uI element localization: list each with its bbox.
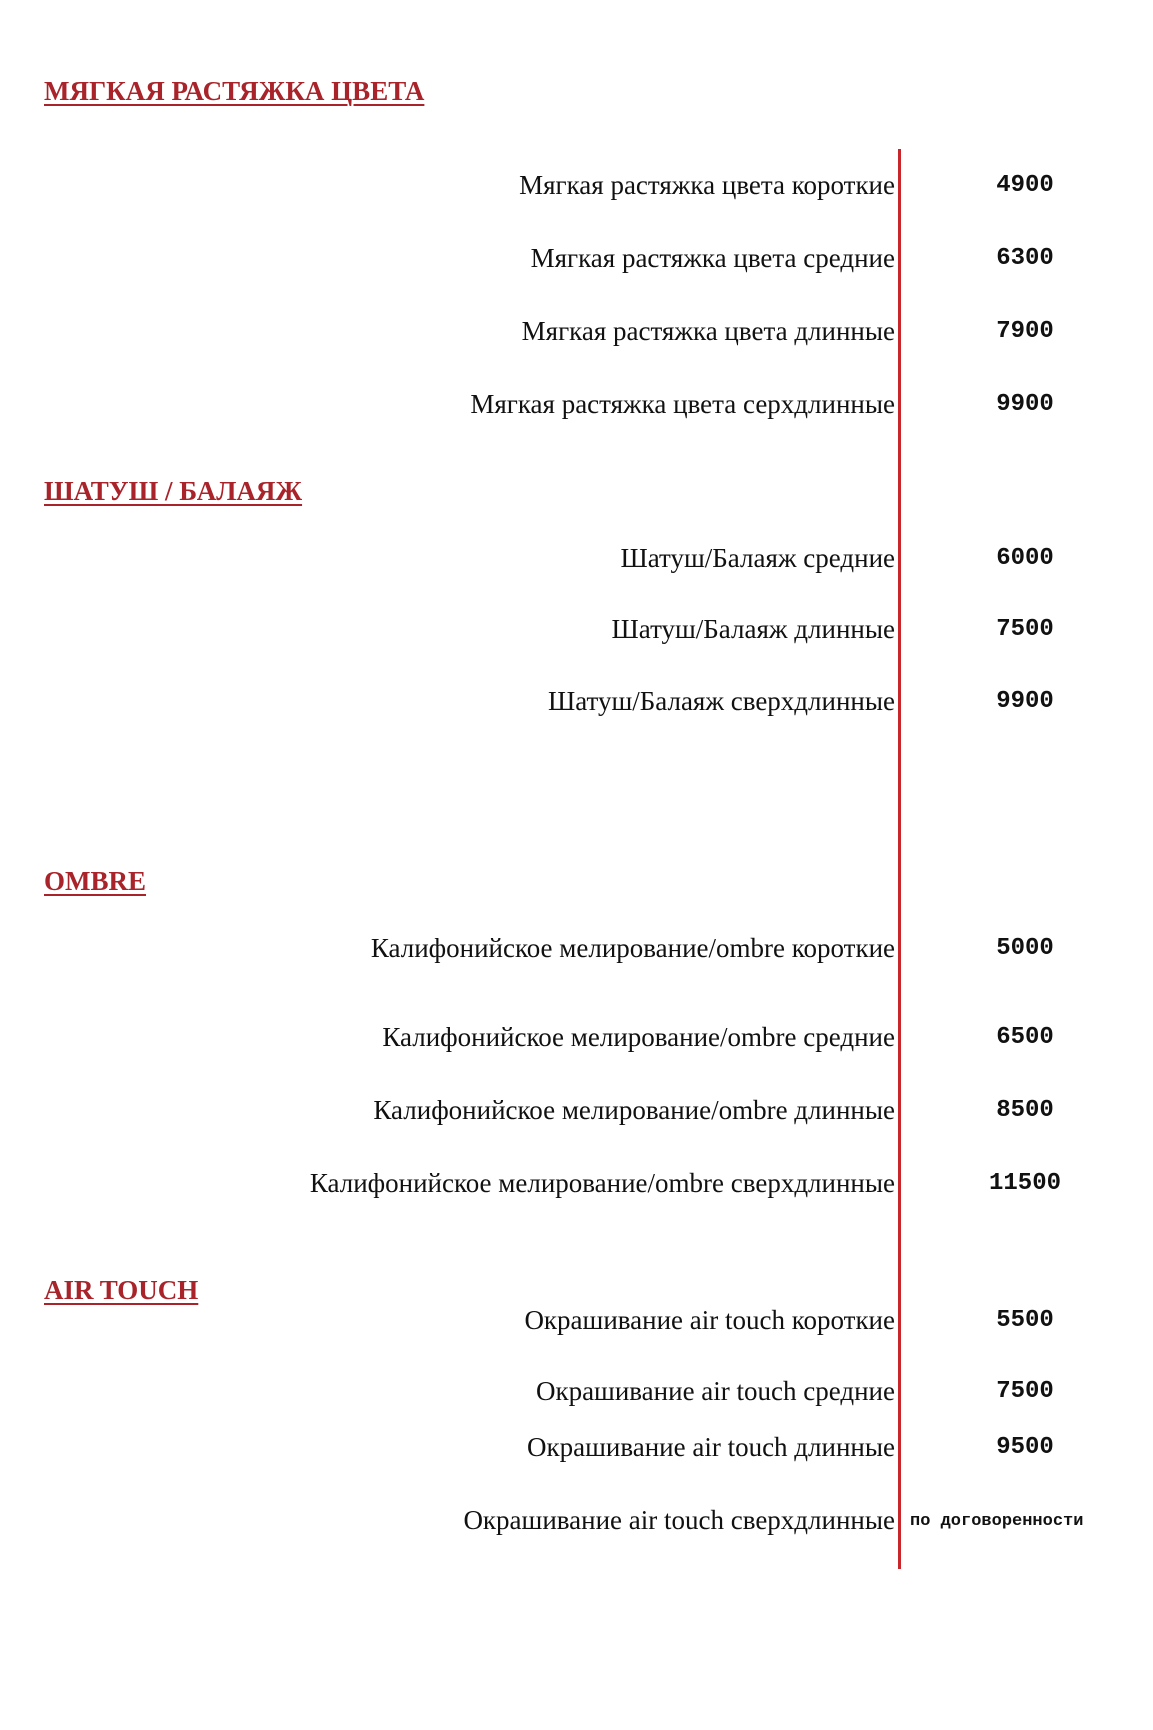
service-name: Шатуш/Балаяж средние xyxy=(620,543,895,573)
service-price: 4900 xyxy=(996,172,1054,199)
service-name: Мягкая растяжка цвета средние xyxy=(530,243,895,273)
service-name: Мягкая растяжка цвета длинные xyxy=(521,316,895,346)
service-name: Шатуш/Балаяж сверхдлинные xyxy=(547,686,895,716)
price-column-divider xyxy=(898,149,901,1569)
service-price: 5000 xyxy=(996,935,1054,962)
section-heading-ombre: OMBRE xyxy=(44,866,147,896)
service-price: 9900 xyxy=(996,688,1054,715)
service-name: Калифонийское мелирование/ombre короткие xyxy=(370,933,895,963)
service-name: Окрашивание air touch средние xyxy=(535,1376,895,1406)
service-price: 8500 xyxy=(996,1097,1054,1124)
section-heading-shatush-balayage: ШАТУШ / БАЛАЯЖ xyxy=(44,476,303,506)
service-name: Калифонийское мелирование/ombre длинные xyxy=(373,1095,895,1125)
service-price: 7500 xyxy=(996,1378,1054,1405)
service-price: 7500 xyxy=(996,616,1054,643)
service-price: 6500 xyxy=(996,1024,1054,1051)
service-price: 6300 xyxy=(996,245,1054,272)
service-name: Мягкая растяжка цвета серхдлинные xyxy=(470,389,895,419)
service-name: Мягкая растяжка цвета короткие xyxy=(519,170,895,200)
service-name: Окрашивание air touch короткие xyxy=(524,1305,895,1335)
service-name: Шатуш/Балаяж длинные xyxy=(611,614,895,644)
service-name: Калифонийское мелирование/ombre сверхдлинные xyxy=(309,1168,895,1198)
service-price: 7900 xyxy=(996,318,1054,345)
service-price: 11500 xyxy=(988,1170,1061,1197)
service-price: 9900 xyxy=(996,391,1054,418)
section-heading-air-touch: AIR TOUCH xyxy=(44,1275,199,1305)
section-heading-soft-color-stretch: МЯГКАЯ РАСТЯЖКА ЦВЕТА xyxy=(44,76,425,106)
service-price: 9500 xyxy=(996,1434,1054,1461)
service-price: 6000 xyxy=(996,545,1054,572)
service-name: Окрашивание air touch длинные xyxy=(527,1432,895,1462)
service-price-negotiable: по договоренности xyxy=(910,1512,1084,1531)
service-price: 5500 xyxy=(996,1307,1054,1334)
service-name: Калифонийское мелирование/ombre средние xyxy=(382,1022,895,1052)
service-name: Окрашивание air touch сверхдлинные xyxy=(463,1505,895,1535)
